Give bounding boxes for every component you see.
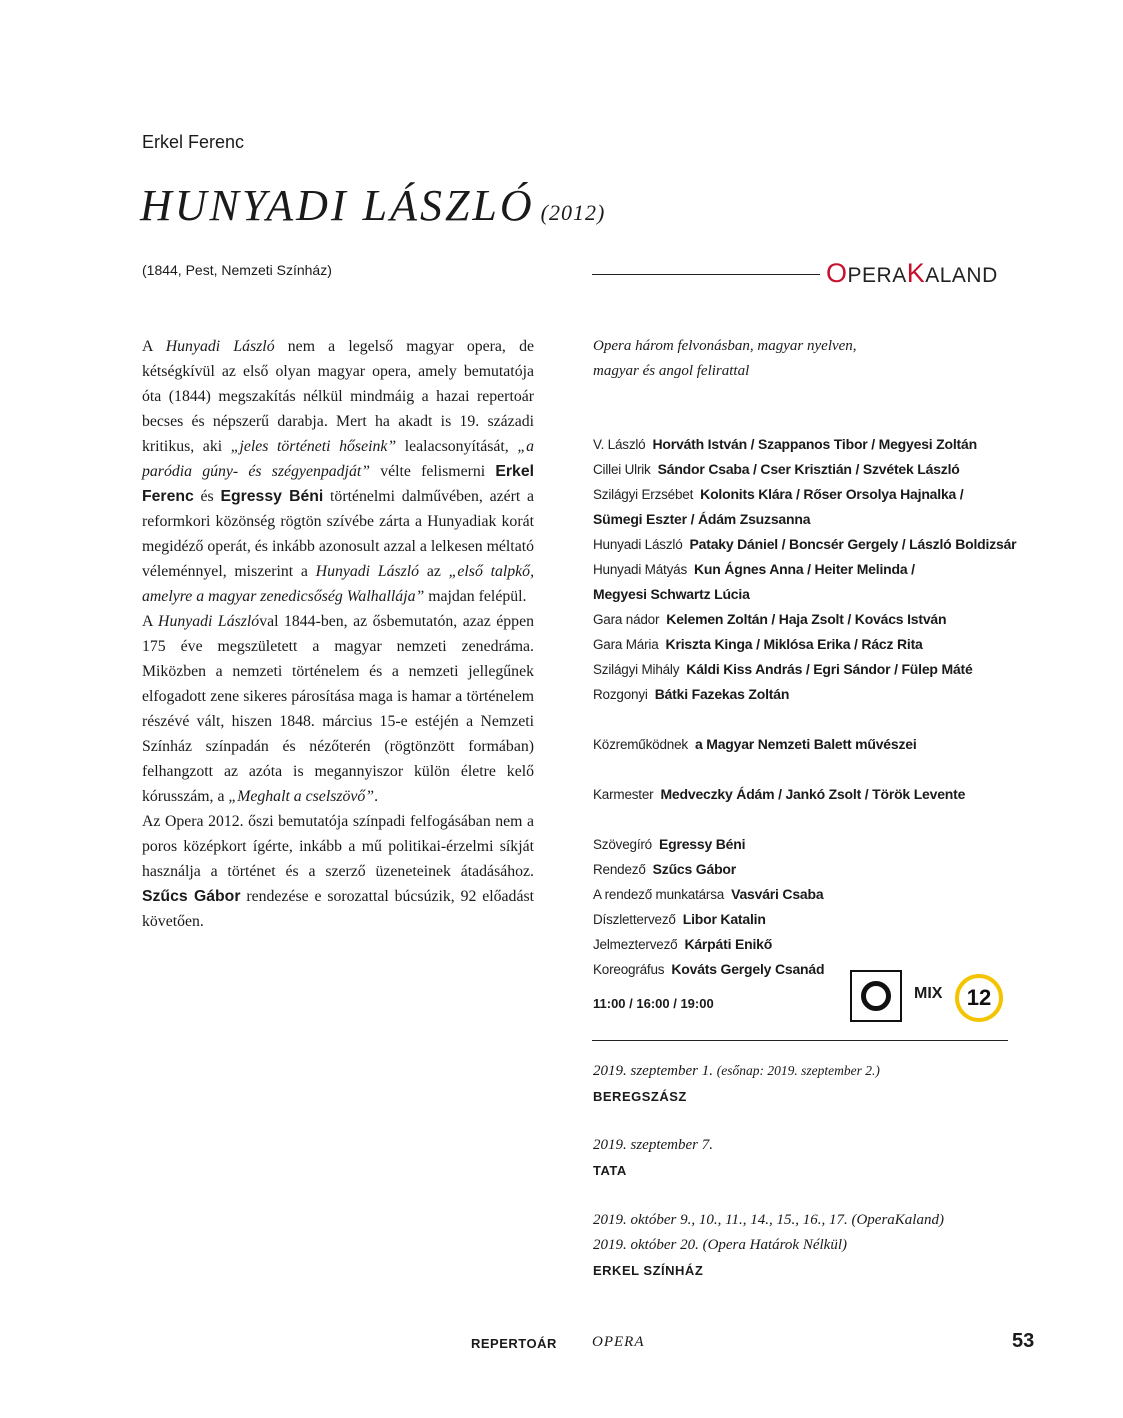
page-title (140, 180, 605, 231)
bold-name: Szűcs Gábor (142, 888, 241, 905)
venue-divider (592, 1040, 1008, 1041)
date-text: 2019. szeptember 1. (593, 1063, 713, 1079)
paragraph-3 (142, 809, 534, 934)
cast-role: Szövegíró (593, 837, 652, 852)
cast-role: Rozgonyi (593, 687, 648, 702)
cast-role: Közreműködnek (593, 737, 688, 752)
cast-row (593, 782, 1013, 807)
cast-role: Cillei Ulrik (593, 462, 651, 477)
cast-role: Szilágyi Mihály (593, 662, 680, 677)
title-text: HUNYADI LÁSZLÓ (140, 181, 535, 230)
cast-name: Egressy Béni (658, 836, 746, 852)
cast-row (593, 857, 1013, 882)
cast-name: Vasvári Csaba (731, 886, 824, 902)
cast-row (593, 607, 1013, 632)
italic-text: „első talpkő, amelyre a magyar zenedicsőség Walhallája” (142, 563, 535, 605)
cast-row (593, 657, 1013, 682)
cast-row (593, 482, 1013, 507)
footer-subsection: OPERA (592, 1334, 645, 1350)
show-times: 11:00 / 16:00 / 19:00 (593, 996, 714, 1011)
text-run: és (193, 488, 221, 505)
page-number: 53 (1012, 1330, 1035, 1352)
cast-row (593, 932, 1013, 957)
venue-block (593, 1058, 880, 1109)
rating-badges (850, 970, 1010, 1026)
cast-name: Horváth István / Szappanos Tibor / Megyesi Zoltán (652, 436, 977, 452)
cast-name: Pataky Dániel / Boncsér Gergely / László Boldizsár (689, 536, 1017, 552)
cast-row (593, 707, 1013, 732)
cast-list (593, 432, 1017, 982)
venue-place: BEREGSZÁSZ (593, 1089, 687, 1104)
cast-row (593, 732, 1013, 757)
cast-name: Kolonits Klára / Rőser Orsolya Hajnalka / (700, 486, 964, 502)
cast-name: Sándor Csaba / Cser Krisztián / Szvétek László (657, 461, 960, 477)
subtitle-line: Opera három felvonásban, magyar nyelven, (593, 338, 857, 354)
age-rating-badge: 12 (955, 974, 1003, 1022)
cast-name: Kriszta Kinga / Miklósa Erika / Rácz Rita (665, 636, 923, 652)
o-rating-icon (850, 970, 902, 1022)
text-run: nem a legelső magyar opera, de kétségkívül az első olyan magyar opera, amely bemutatója óta (1844) megszakítás nélkül mindmáig a hazai repertoár becses és népszerű darabja. Mert ha akadt is 19. századi kritikus, aki (142, 338, 534, 455)
text-run: A (142, 338, 166, 355)
cast-name: Kárpáti Enikő (684, 936, 773, 952)
article-body (142, 334, 534, 934)
cast-role: Karmester (593, 787, 654, 802)
venue-block (593, 1208, 944, 1283)
mix-label: MIX (914, 985, 943, 1002)
cast-role: Hunyadi Mátyás (593, 562, 687, 577)
bold-name: Erkel Ferenc (142, 463, 534, 505)
opera-subtitle (593, 334, 913, 384)
italic-text: Hunyadi László (165, 338, 275, 355)
header-rule (592, 274, 820, 275)
cast-row (593, 457, 1013, 482)
cast-role: Hunyadi László (593, 537, 683, 552)
venue-date (593, 1133, 713, 1158)
cast-name: Kelemen Zoltán / Haja Zsolt / Kovács István (666, 611, 947, 627)
cast-name: Szűcs Gábor (652, 861, 737, 877)
cast-row (593, 832, 1013, 857)
cast-role: Gara nádor (593, 612, 660, 627)
cast-row (593, 507, 1013, 532)
logo-text-aland: ALAND (925, 264, 998, 287)
venue-date-2: 2019. október 20. (Opera Határok Nélkül) (593, 1237, 847, 1253)
cast-name: Medveczky Ádám / Jankó Zsolt / Török Levente (660, 786, 966, 802)
cast-row (593, 882, 1013, 907)
logo-letter-k: K (906, 258, 926, 288)
text-run: az (419, 563, 449, 580)
cast-role: V. László (593, 437, 646, 452)
cast-name: Sümegi Eszter / Ádám Zsuzsanna (593, 511, 811, 527)
cast-row (593, 632, 1013, 657)
venue-date: 2019. október 9., 10., 11., 14., 15., 16., 17. (OperaKaland) (593, 1212, 944, 1228)
text-run: . (374, 788, 379, 805)
italic-text: „Meghalt a cselszövő” (228, 788, 375, 805)
cast-row (593, 582, 1013, 607)
paragraph-2 (142, 609, 534, 809)
venue-place: ERKEL SZÍNHÁZ (593, 1263, 704, 1278)
cast-role: Díszlettervező (593, 912, 676, 927)
cast-role: Jelmeztervező (593, 937, 678, 952)
cast-role: Koreográfus (593, 962, 665, 977)
cast-name: Bátki Fazekas Zoltán (654, 686, 790, 702)
cast-row (593, 907, 1013, 932)
logo-text-pera: PERA (847, 264, 907, 287)
venue-date (593, 1058, 880, 1084)
cast-role: A rendező munkatársa (593, 887, 725, 902)
cast-row (593, 807, 1013, 832)
cast-role: Szilágyi Erzsébet (593, 487, 694, 502)
paragraph-1 (142, 334, 534, 609)
subtitle-line: magyar és angol felirattal (593, 363, 750, 379)
premiere-info: (1844, Pest, Nemzeti Színház) (142, 262, 332, 278)
cast-name: Kun Ágnes Anna / Heiter Melinda / (694, 561, 915, 577)
text-run: val 1844-ben, az ősbemutatón, azaz éppen 175 éve megszületett a magyar nemzeti zenedráma. Miközben a nemzeti történelem és a nemzeti jellegűnek elfogadott zene sikeres párosítása maga is hamar a történelem részévé vált, hiszen 1848. március 15-e estéjén a Nemzeti Színház színpadán és nézőterén (rögtönzött formában) felhangzott az azóta is megannyiszor külön életre kelő kórusszám, a (142, 613, 534, 805)
venue-block (593, 1133, 713, 1183)
text-run: történelmi dalművében, azért a reformkori közönség rögtön szívébe zárta a Hunyadiak korát megidéző operát, és inkább azonosult azzal a lelkesen méltató véleménnyel, miszerint a (142, 488, 534, 580)
text-run: Az Opera 2012. őszi bemutatója színpadi felfogásában nem a poros középkort ígérte, inkább a mű politikai-érzelmi síkját használja a történet és a szerző üzeneteinek átadásához. (142, 813, 534, 880)
italic-text: „jeles történeti hőseink” (230, 438, 397, 455)
composer: Erkel Ferenc (142, 132, 245, 152)
bold-name: Egressy Béni (220, 488, 324, 505)
cast-row (593, 432, 1013, 457)
cast-row (593, 682, 1013, 707)
date-text: 2019. szeptember 7. (593, 1137, 713, 1153)
title-year: (2012) (540, 200, 606, 225)
text-run: A (142, 613, 159, 630)
cast-name: Megyesi Schwartz Lúcia (593, 586, 750, 602)
cast-role: Gara Mária (593, 637, 659, 652)
text-run: lealacsonyítását, (396, 438, 518, 455)
cast-role: Rendező (593, 862, 646, 877)
cast-row (593, 532, 1017, 557)
italic-text: Hunyadi László (315, 563, 420, 580)
venue-place: TATA (593, 1163, 627, 1178)
text-run: vélte felismerni (370, 463, 496, 480)
text-run: rendezése e sorozattal búcsúzik, 92 előadást követően. (142, 888, 534, 930)
cast-name: Libor Katalin (682, 911, 766, 927)
italic-text: „a paródia gúny- és szégyenpadját” (142, 438, 535, 480)
footer-section: REPERTOÁR (471, 1336, 557, 1351)
italic-text: Hunyadi László (158, 613, 260, 630)
cast-name: Kováts Gergely Csanád (671, 961, 825, 977)
operakaland-logo (826, 258, 998, 289)
cast-name: a Magyar Nemzeti Balett művészei (694, 736, 917, 752)
cast-row (593, 557, 1013, 582)
cast-row (593, 757, 1013, 782)
text-run: majdan felépül. (424, 588, 527, 605)
date-note: (esőnap: 2019. szeptember 2.) (716, 1063, 880, 1078)
logo-letter-o: O (826, 258, 848, 288)
cast-name: Káldi Kiss András / Egri Sándor / Fülep Máté (686, 661, 973, 677)
